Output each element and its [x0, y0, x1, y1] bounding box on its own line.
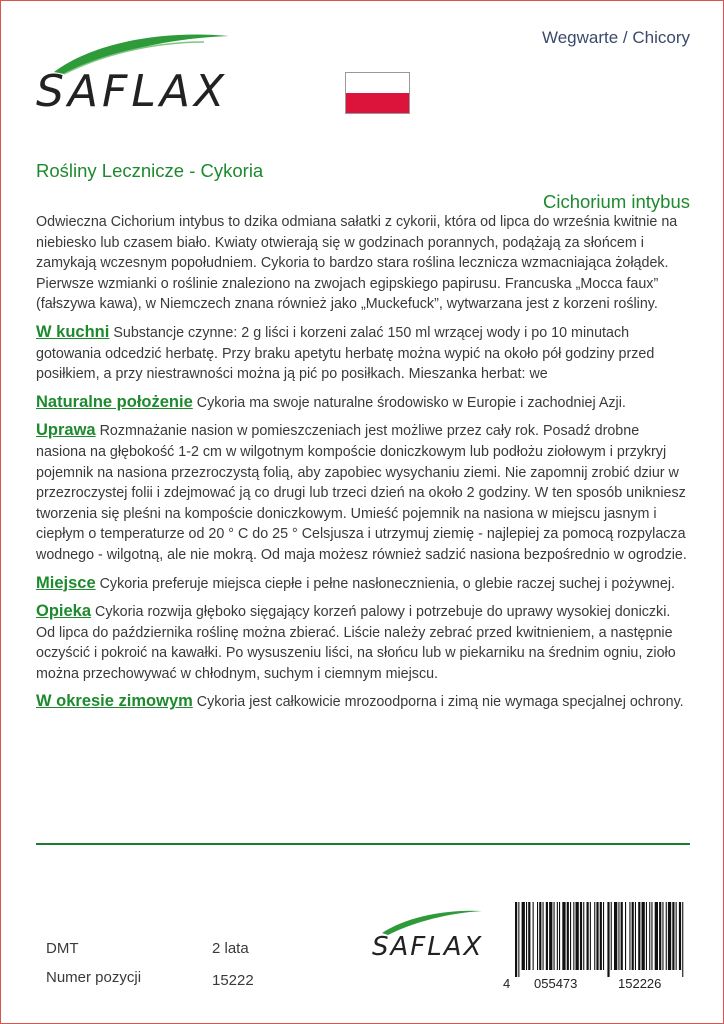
position-label: Numer pozycji	[46, 969, 142, 986]
section-text: Cykoria jest całkowicie mrozoodporna i zimą nie wymaga specjalnej ochrony.	[196, 694, 684, 711]
barcode-digit-first: 4	[503, 976, 511, 991]
section-cultivation	[36, 420, 690, 565]
brand-logo-text: SAFLAX	[36, 66, 229, 117]
section-text: Cykoria preferuje miejsca ciepłe i pełne nasłonecznienia, o glebie raczej suchej i pożywnej.	[99, 575, 675, 592]
dmt-value: 2 lata	[212, 940, 249, 957]
section-care	[36, 601, 690, 684]
description-body	[36, 212, 690, 720]
position-value: 15222	[212, 972, 254, 989]
section-heading: W kuchni	[36, 322, 110, 341]
intro-paragraph: Odwieczna Cichorium intybus to dzika odmiana sałatki z cykorii, która od lipca do września kwitnie na niebiesko lub czasem biało. Kwiaty otwierają się w godzinach porannych, podążają za słońcem i zamykają wczesnym popołudniem. Cykoria to bardzo stara roślina lecznicza wzmacniająca żołądek. Pierwsze wzmianki o roślinie znaleziono na zwojach egipskiego papirusu. Francuska „Mocca faux” (fałszywa kawa), w Niemczech znana również jako „Muckefuck”, wytwarzana jest z korzeni rośliny.	[36, 214, 678, 313]
section-heading: Miejsce	[36, 573, 96, 592]
brand-logo-text-small: SAFLAX	[372, 932, 484, 962]
section-text: Cykoria rozwija głęboko sięgający korzeń palowy i potrzebuje do uprawy wysokiej doniczki. Od lipca do października roślinę można zbierać. Liście należy zebrać przed kwitnieniem, a następnie oczyścić i pokroić na kawałki. Po wysuszeniu liści, na słońcu lub w piekarniku na średnim ogniu, zioło można przechowywać w chłodnym, suchym i ciemnym miejscu.	[36, 604, 676, 682]
barcode-digits-left: 055473	[534, 976, 578, 991]
section-text: Rozmnażanie nasion w pomieszczeniach jest możliwe przez cały rok. Posadź drobne nasiona na głębokość 1-2 cm w wilgotnym kompoście doniczkowym lub podłożu ziołowym i przykryj pojemnik na nasiona przezroczystą folią, aby zapobiec wysychaniu ziemi. Nie zapomnij zrobić dziur w przezroczystej folii i zdejmować ją co drugi lub trzeci dzień na około 2 godziny. W ten sposób unikniesz tworzenia się pleśni na kompoście doniczkowym. Umieść pojemnik na nasiona w miejscu jasnym i ciepłym o temperaturze od 20 ° C do 25 ° Celsjusza i utrzymuj ziemię - najlepiej za pomocą rozpylacza wodnego - wilgotną, ale nie mokrą. Od maja możesz również sadzić nasiona bezpośrednio w ogrodzie.	[36, 423, 687, 563]
section-location	[36, 573, 690, 595]
poland-flag-icon	[345, 72, 410, 114]
page-title: Wegwarte / Chicory	[541, 28, 690, 47]
section-heading: Opieka	[36, 602, 92, 621]
section-heading: Naturalne położenie	[36, 392, 193, 411]
footer-divider	[36, 843, 690, 845]
product-title: Rośliny Lecznicze - Cykoria	[36, 160, 264, 181]
section-habitat	[36, 392, 690, 414]
section-text: Cykoria ma swoje naturalne środowisko w Europie i zachodniej Azji.	[196, 394, 626, 411]
barcode	[513, 902, 688, 977]
section-kitchen	[36, 322, 690, 385]
section-winter	[36, 691, 690, 713]
section-heading: Uprawa	[36, 421, 96, 440]
dmt-label: DMT	[46, 940, 79, 957]
latin-name: Cichorium intybus	[542, 191, 690, 212]
barcode-digits-right: 152226	[618, 976, 662, 991]
section-text: Substancje czynne: 2 g liści i korzeni zalać 150 ml wrzącej wody i po 10 minutach gotowania odcedzić herbatę. Przy braku apetytu herbatę można wypić na około pół godziny przed posiłkiem, a przy niestrawności można ją pić po posiłkach. Mieszanka herbat: we	[36, 324, 655, 383]
section-heading: W okresie zimowym	[36, 692, 193, 711]
